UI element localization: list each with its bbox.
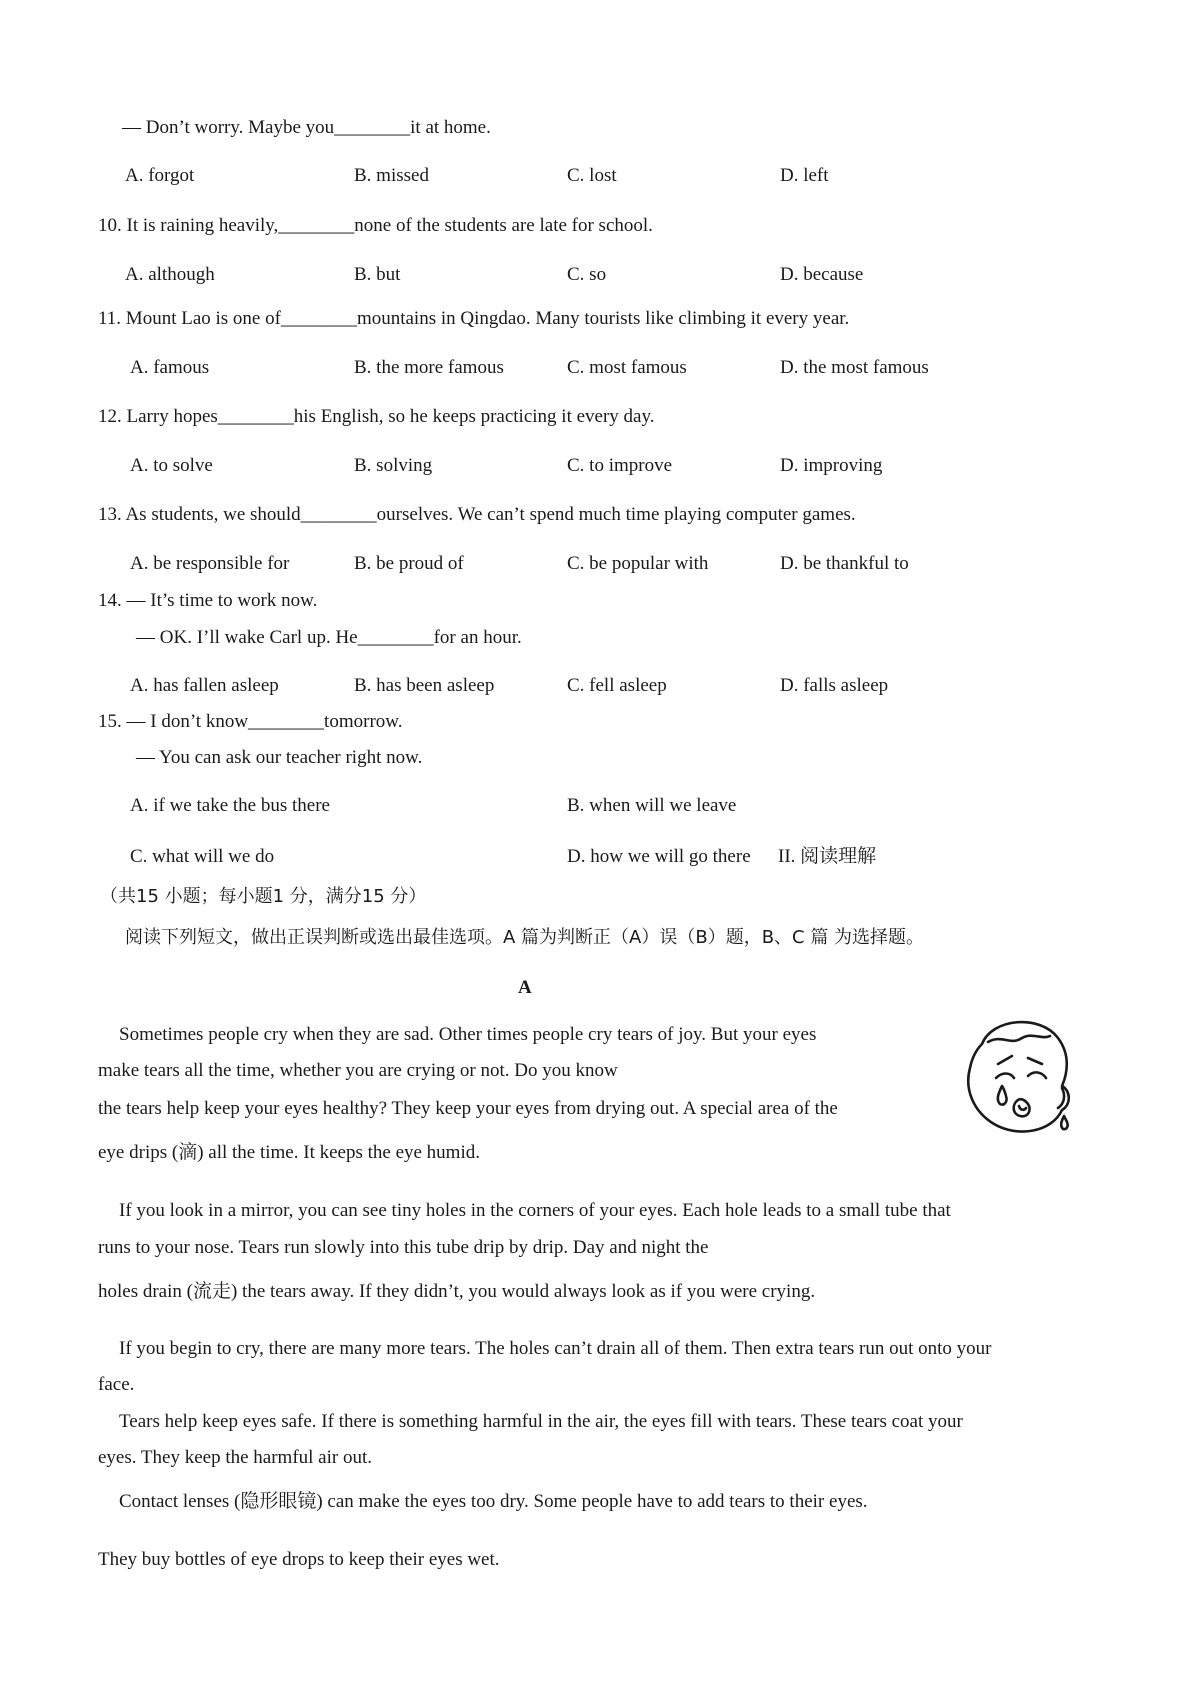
q12-option-c: C. to improve bbox=[567, 455, 673, 476]
q13-option-b: B. be proud of bbox=[354, 553, 464, 574]
q10-stem: 10. It is raining heavily,________none of the students are late for school. bbox=[98, 215, 653, 236]
passage-a-line: eye drips (滴) all the time. It keeps the eye humid. bbox=[98, 1142, 480, 1163]
q9-option-b: B. missed bbox=[354, 165, 429, 186]
passage-a-line: face. bbox=[98, 1374, 135, 1395]
passage-a-line: make tears all the time, whether you are crying or not. Do you know bbox=[98, 1060, 618, 1081]
passage-a-line: Tears help keep eyes safe. If there is something harmful in the air, the eyes fill with tears. These tears coat your bbox=[119, 1411, 963, 1432]
section-instruction: 阅读下列短文，做出正误判断或选出最佳选项。A 篇为判断正（A）误（B）题，B、C 篇 为选择题。 bbox=[125, 927, 925, 948]
passage-a-line: If you look in a mirror, you can see tiny holes in the corners of your eyes. Each hole leads to a small tube that bbox=[119, 1200, 951, 1221]
q14-option-c: C. fell asleep bbox=[567, 675, 667, 696]
q11-option-a: A. famous bbox=[130, 357, 210, 378]
q9-option-a: A. forgot bbox=[125, 165, 195, 186]
passage-a-line: the tears help keep your eyes healthy? They keep your eyes from drying out. A special area of the bbox=[98, 1098, 838, 1119]
q10-option-a: A. although bbox=[125, 264, 215, 285]
q13-option-c: C. be popular with bbox=[567, 553, 709, 574]
q12-stem: 12. Larry hopes________his English, so he keeps practicing it every day. bbox=[98, 406, 655, 427]
q14-option-d: D. falls asleep bbox=[780, 675, 889, 696]
section-scoring-note: （共15 小题；每小题1 分，满分15 分） bbox=[100, 886, 427, 907]
q14-option-a: A. has fallen asleep bbox=[130, 675, 279, 696]
q10-option-c: C. so bbox=[567, 264, 607, 285]
q15-line1: 15. — I don’t know________tomorrow. bbox=[98, 711, 403, 732]
passage-a-line: eyes. They keep the harmful air out. bbox=[98, 1447, 372, 1468]
passage-a-line: holes drain (流走) the tears away. If they didn’t, you would always look as if you were crying. bbox=[98, 1281, 816, 1302]
q15-option-b: B. when will we leave bbox=[567, 795, 737, 816]
q15-option-c: C. what will we do bbox=[130, 846, 275, 867]
q10-option-b: B. but bbox=[354, 264, 401, 285]
q13-stem: 13. As students, we should________ourselves. We can’t spend much time playing computer games. bbox=[98, 504, 856, 525]
passage-a-line: They buy bottles of eye drops to keep their eyes wet. bbox=[98, 1549, 500, 1570]
q12-option-d: D. improving bbox=[780, 455, 883, 476]
crying-face-icon bbox=[962, 1012, 1072, 1142]
section-heading-reading: II. 阅读理解 bbox=[778, 846, 877, 867]
q10-option-d: D. because bbox=[780, 264, 864, 285]
q13-option-d: D. be thankful to bbox=[780, 553, 909, 574]
q14-option-b: B. has been asleep bbox=[354, 675, 495, 696]
q14-line2: — OK. I’ll wake Carl up. He________for an hour. bbox=[136, 627, 522, 648]
passage-a-line: Sometimes people cry when they are sad. Other times people cry tears of joy. But your eyes bbox=[119, 1024, 817, 1045]
q15-option-d: D. how we will go there bbox=[567, 846, 751, 867]
q9-line2: — Don’t worry. Maybe you________it at home. bbox=[122, 117, 491, 138]
q15-line2: — You can ask our teacher right now. bbox=[136, 747, 423, 768]
passage-a-line: If you begin to cry, there are many more tears. The holes can’t drain all of them. Then extra tears run out onto your bbox=[119, 1338, 992, 1359]
q11-option-d: D. the most famous bbox=[780, 357, 929, 378]
passage-a-title: A bbox=[518, 977, 532, 998]
passage-a-line: Contact lenses (隐形眼镜) can make the eyes too dry. Some people have to add tears to their eyes. bbox=[119, 1491, 868, 1512]
q14-line1: 14. — It’s time to work now. bbox=[98, 590, 318, 611]
q9-option-d: D. left bbox=[780, 165, 829, 186]
passage-a-line: runs to your nose. Tears run slowly into this tube drip by drip. Day and night the bbox=[98, 1237, 709, 1258]
q13-option-a: A. be responsible for bbox=[130, 553, 290, 574]
q12-option-b: B. solving bbox=[354, 455, 433, 476]
q12-option-a: A. to solve bbox=[130, 455, 213, 476]
q11-option-c: C. most famous bbox=[567, 357, 687, 378]
q15-option-a: A. if we take the bus there bbox=[130, 795, 330, 816]
q11-option-b: B. the more famous bbox=[354, 357, 504, 378]
q11-stem: 11. Mount Lao is one of________mountains in Qingdao. Many tourists like climbing it every year. bbox=[98, 308, 850, 329]
q9-option-c: C. lost bbox=[567, 165, 617, 186]
